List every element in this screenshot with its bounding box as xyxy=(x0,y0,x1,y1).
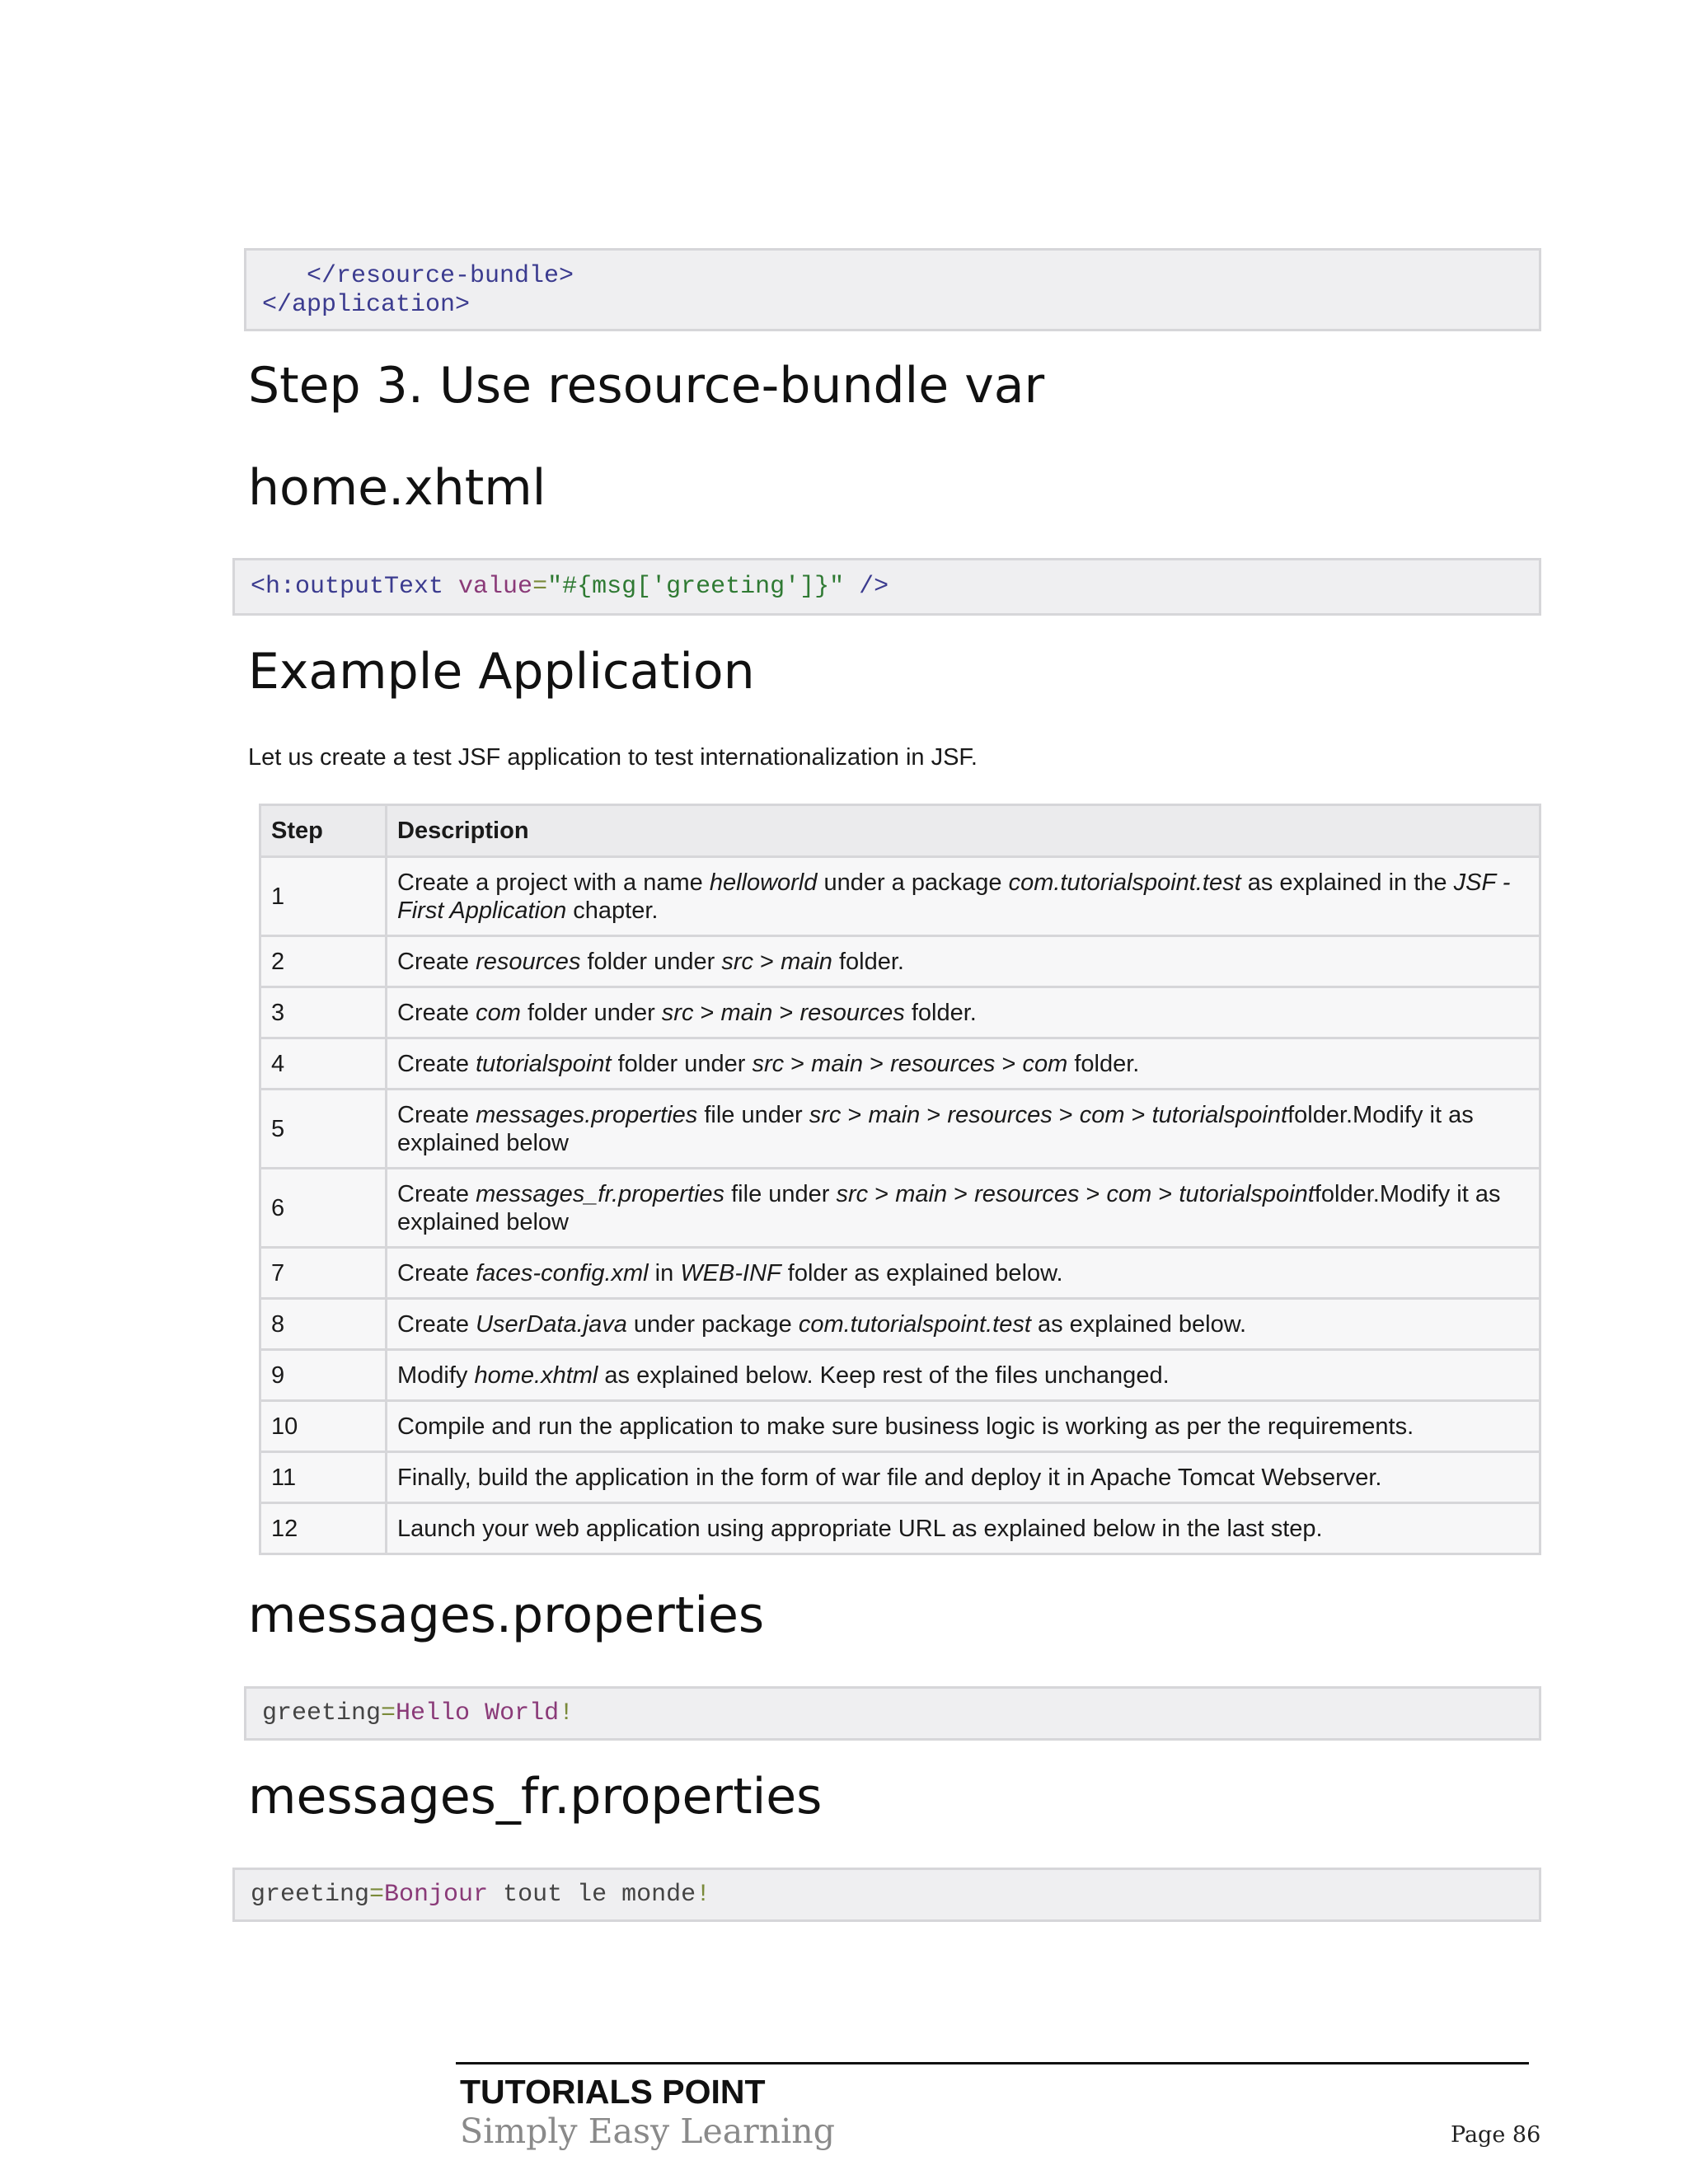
footer-divider xyxy=(456,2062,1529,2064)
description-emphasis: JSF - First Application xyxy=(397,869,1511,924)
code-key: greeting xyxy=(262,1699,382,1727)
step-description xyxy=(387,1299,1540,1350)
footer-brand: TUTORIALS POINT xyxy=(460,2073,766,2111)
description-text: Create xyxy=(397,1101,476,1128)
description-text: Create xyxy=(397,948,476,975)
code-tag-close: /> xyxy=(844,573,889,601)
description-text: as explained in the xyxy=(1240,869,1454,896)
description-text: chapter. xyxy=(566,897,659,924)
description-text: Create xyxy=(397,999,476,1026)
step-number: 2 xyxy=(260,936,387,987)
step-description xyxy=(387,1350,1540,1401)
column-header-step: Step xyxy=(260,805,387,857)
heading-messages-properties: messages.properties xyxy=(248,1586,765,1644)
description-emphasis: src xyxy=(836,1180,869,1207)
description-emphasis: com xyxy=(476,999,521,1026)
step-number: 11 xyxy=(260,1452,387,1503)
description-emphasis: tutorialspoint xyxy=(1179,1180,1315,1207)
description-text: Create a project with a name xyxy=(397,869,710,896)
code-block-output-text xyxy=(232,558,1541,616)
description-text: > xyxy=(1124,1101,1152,1128)
step-description xyxy=(387,857,1540,936)
description-text: folder as explained below. xyxy=(781,1259,1063,1286)
table-row xyxy=(260,936,1540,987)
heading-messages-fr-properties: messages_fr.properties xyxy=(248,1768,823,1825)
description-text: > xyxy=(920,1101,948,1128)
description-emphasis: messages.properties xyxy=(476,1101,698,1128)
table-row xyxy=(260,1038,1540,1090)
description-text: > xyxy=(868,1180,896,1207)
description-emphasis: main xyxy=(720,999,773,1026)
description-text: file under xyxy=(724,1180,837,1207)
description-text: > xyxy=(1151,1180,1179,1207)
code-block-messages xyxy=(244,1686,1541,1741)
description-emphasis: helloworld xyxy=(709,869,818,896)
description-emphasis: src xyxy=(721,948,753,975)
description-emphasis: UserData.java xyxy=(476,1310,627,1338)
description-text: Create xyxy=(397,1310,476,1338)
description-emphasis: resources xyxy=(974,1180,1080,1207)
code-block-messages-fr xyxy=(232,1868,1541,1922)
step-description xyxy=(387,1038,1540,1090)
step-description xyxy=(387,987,1540,1038)
description-text: under package xyxy=(626,1310,799,1338)
description-text: > xyxy=(1079,1180,1107,1207)
table-row xyxy=(260,1503,1540,1554)
code-value: Bonjour xyxy=(384,1881,489,1909)
intro-paragraph: Let us create a test JSF application to test internationalization in JSF. xyxy=(248,744,978,771)
code-line: </application> xyxy=(262,291,471,319)
description-text: as explained below. xyxy=(1030,1310,1247,1338)
step-description xyxy=(387,1401,1540,1452)
step-number: 7 xyxy=(260,1248,387,1299)
code-block-resource-bundle xyxy=(244,248,1541,331)
code-eq: = xyxy=(532,573,548,601)
description-emphasis: faces-config.xml xyxy=(476,1259,649,1286)
code-attr: value xyxy=(458,573,533,601)
description-text: folder.Modify it as explained below xyxy=(397,1101,1474,1156)
description-emphasis: messages_fr.properties xyxy=(476,1180,725,1207)
code-key: greeting xyxy=(251,1881,370,1909)
description-text: > xyxy=(753,948,781,975)
description-emphasis: main xyxy=(811,1050,864,1077)
table-row xyxy=(260,1350,1540,1401)
step-description xyxy=(387,936,1540,987)
description-text: in xyxy=(648,1259,681,1286)
code-bang: ! xyxy=(696,1881,711,1909)
step-number: 6 xyxy=(260,1169,387,1248)
step-number: 3 xyxy=(260,987,387,1038)
description-emphasis: resources xyxy=(947,1101,1053,1128)
column-header-description: Description xyxy=(387,805,1540,857)
table-row xyxy=(260,1090,1540,1169)
footer-tagline: Simply Easy Learning xyxy=(460,2111,835,2151)
description-text: under a package xyxy=(817,869,1009,896)
code-value: Hello World xyxy=(396,1699,560,1727)
step-number: 9 xyxy=(260,1350,387,1401)
description-text: Finally, build the application in the form of war file and deploy it in Apache Tomcat Webserver. xyxy=(397,1464,1382,1491)
description-text: > xyxy=(693,999,721,1026)
code-bang: ! xyxy=(559,1699,574,1727)
description-emphasis: src xyxy=(752,1050,785,1077)
description-emphasis: resources xyxy=(799,999,905,1026)
description-text: Create xyxy=(397,1050,476,1077)
description-emphasis: resources xyxy=(476,948,581,975)
steps-table xyxy=(259,804,1541,1555)
description-text: folder.Modify it as explained below xyxy=(397,1180,1501,1235)
table-header-row xyxy=(260,805,1540,857)
description-text: Modify xyxy=(397,1361,475,1389)
table-row xyxy=(260,987,1540,1038)
description-text: folder under xyxy=(580,948,722,975)
description-emphasis: WEB-INF xyxy=(680,1259,781,1286)
description-text: > xyxy=(772,999,800,1026)
step-number: 5 xyxy=(260,1090,387,1169)
heading-example-application: Example Application xyxy=(248,643,755,701)
code-tag-open: <h:outputText xyxy=(251,573,459,601)
table-row xyxy=(260,1248,1540,1299)
description-emphasis: main xyxy=(895,1180,948,1207)
step-number: 4 xyxy=(260,1038,387,1090)
step-number: 12 xyxy=(260,1503,387,1554)
description-emphasis: com xyxy=(1022,1050,1068,1077)
step-description xyxy=(387,1169,1540,1248)
code-eq: = xyxy=(381,1699,396,1727)
description-text: Create xyxy=(397,1180,476,1207)
heading-step3: Step 3. Use resource-bundle var xyxy=(248,357,1045,415)
description-text: > xyxy=(784,1050,812,1077)
description-emphasis: src xyxy=(809,1101,842,1128)
description-emphasis: src xyxy=(661,999,694,1026)
description-emphasis: com.tutorialspoint.test xyxy=(798,1310,1031,1338)
description-text: folder under xyxy=(611,1050,753,1077)
description-text: as explained below. Keep rest of the files unchanged. xyxy=(598,1361,1170,1389)
table-row xyxy=(260,1452,1540,1503)
description-text: > xyxy=(995,1050,1023,1077)
description-emphasis: home.xhtml xyxy=(474,1361,598,1389)
step-number: 10 xyxy=(260,1401,387,1452)
description-emphasis: main xyxy=(868,1101,921,1128)
table-row xyxy=(260,1169,1540,1248)
step-description xyxy=(387,1248,1540,1299)
description-text: > xyxy=(1052,1101,1080,1128)
description-emphasis: tutorialspoint xyxy=(1151,1101,1288,1128)
description-text: > xyxy=(841,1101,869,1128)
page-number: Page 86 xyxy=(1451,2122,1541,2148)
description-text: > xyxy=(947,1180,975,1207)
description-text: folder. xyxy=(904,999,977,1026)
description-text: Create xyxy=(397,1259,476,1286)
description-emphasis: resources xyxy=(890,1050,996,1077)
description-text: > xyxy=(863,1050,891,1077)
step-number: 8 xyxy=(260,1299,387,1350)
code-value-rest: tout le monde xyxy=(488,1881,696,1909)
table-row xyxy=(260,1401,1540,1452)
heading-home-xhtml: home.xhtml xyxy=(248,459,546,517)
description-emphasis: main xyxy=(781,948,832,975)
description-emphasis: com xyxy=(1106,1180,1152,1207)
code-eq: = xyxy=(369,1881,385,1909)
description-text: Compile and run the application to make sure business logic is working as per the requirements. xyxy=(397,1413,1414,1440)
step-description xyxy=(387,1503,1540,1554)
table-row xyxy=(260,857,1540,936)
description-text: folder under xyxy=(520,999,662,1026)
description-emphasis: com.tutorialspoint.test xyxy=(1008,869,1241,896)
code-string: "#{msg['greeting']}" xyxy=(547,573,845,601)
description-emphasis: tutorialspoint xyxy=(476,1050,612,1077)
table-row xyxy=(260,1299,1540,1350)
step-description xyxy=(387,1090,1540,1169)
description-text: folder. xyxy=(1067,1050,1140,1077)
code-line: </resource-bundle> xyxy=(262,262,574,290)
description-text: file under xyxy=(697,1101,809,1128)
description-emphasis: com xyxy=(1079,1101,1125,1128)
step-description xyxy=(387,1452,1540,1503)
description-text: Launch your web application using appropriate URL as explained below in the last step. xyxy=(397,1515,1323,1542)
description-text: folder. xyxy=(832,948,904,975)
step-number: 1 xyxy=(260,857,387,936)
